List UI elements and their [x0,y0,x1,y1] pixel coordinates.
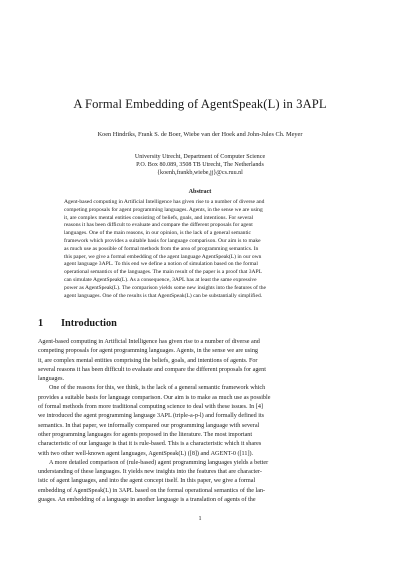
author-list: Koen Hindriks, Frank S. de Boer, Wiebe van der Hoek and John-Jules Ch. Meyer [97,131,303,138]
body-line: provides a suitable basis for language comparison. Our aim is to make as much use as possible [38,394,271,401]
abstract-line: framework which provides a suitable basis for language comparison. Our aim is to make [64,237,261,244]
abstract-heading: Abstract [188,189,212,195]
abstract-line: power as AgentSpeak(L). The comparison yields some new insights into the features of the [64,284,267,291]
abstract-line: operational semantics of the languages. The main result of the paper is a proof that 3APL [64,269,262,276]
section-title: Introduction [61,318,117,329]
abstract-line: competing proposals for agent programming languages. Agents, in the sense we are using [64,206,263,213]
body-line: istic of agent languages, and into the agent concept itself. In this paper, we give a formal [38,478,256,485]
body-line: One of the reasons for this, we think, is the lack of a general semantic framework which [49,385,266,392]
body-line: guages. An embedding of a language in another language is a translation of agents of the [38,497,256,504]
abstract-line: this paper, we give a formal embedding of the agent language AgentSpeak(L) in our own [64,253,262,260]
body-line: understanding of these languages. It yields new insights into the features that are character- [38,469,262,476]
abstract-line: reasons it has been difficult to evaluate and compare the different proposals for agent [64,222,253,229]
affiliation-email: {koenh,frankb,wiebe,jj}@cs.ruu.nl [157,169,243,176]
section-heading [38,318,117,329]
body-line: characteristic of our language is that it is rule-based. This is a characteristic which it shares [38,441,262,448]
abstract-line: Agent-based computing in Artificial Intelligence has given rise to a number of diverse and [64,199,265,205]
body-text [38,338,362,505]
abstract-line: languages. One of the main reasons, in our opinion, is the lack of a general semantic [64,230,251,237]
body-line: Agent-based computing in Artificial Intelligence has given rise to a number of diverse and [38,339,260,345]
affiliation-line: P.O. Box 80.089, 3508 TB Utrecht, The Netherlands [136,161,264,168]
page-number: 1 [198,516,202,522]
body-line: it, are complex mental entities comprising the beliefs, goals, and intentions of agents. For [38,357,258,364]
abstract-line: as much use as possible of formal methods from the area of programming semantics. In [64,245,259,252]
section-number: 1 [38,318,44,329]
abstract-line: it, are complex mental entities consisting of beliefs, goals, and intentions. For several [64,214,254,221]
body-line: embedding of AgentSpeak(L) in 3APL based on the formal operational semantics of the lan- [38,487,266,494]
body-line: languages. [38,376,65,383]
abstract [64,199,336,300]
body-line: we introduced the agent programming language 3APL (triple-a-p-l) and formally defined its [38,413,265,420]
abstract-line: agent languages. One of the results is that AgentSpeak(L) can be substantially simplified. [64,292,263,299]
abstract-line: agent language 3APL. To this end we define a notion of simulation based on the formal [64,261,258,268]
affiliation-line: University Utrecht, Department of Computer Science [134,154,266,160]
body-line: several reasons it has been difficult to evaluate and compare the different proposals for agent [38,366,266,373]
body-line: other programming languages for agents proposed in the literature. The most important [38,431,253,438]
paper-title: A Formal Embedding of AgentSpeak(L) in 3APL [73,97,327,111]
body-line: semantics. In that paper, we informally compared our programming language with several [38,422,260,429]
abstract-line: can simulate AgentSpeak(L). As a consequence, 3APL has at least the same expressive [64,276,257,283]
body-line: of formal methods from more traditional computing science to deal with these issues. In [4] [38,404,263,411]
affiliation [0,154,400,177]
body-line: competing proposals for agent programming languages. Agents, in the sense we are using [38,348,258,355]
body-line: with two other well-known agent languages, AgentSpeak(L) ([8]) and AGENT-0 ([11]). [38,450,254,457]
body-line: A more detailed comparison of (rule-based) agent programming languages yields a better [49,459,269,466]
